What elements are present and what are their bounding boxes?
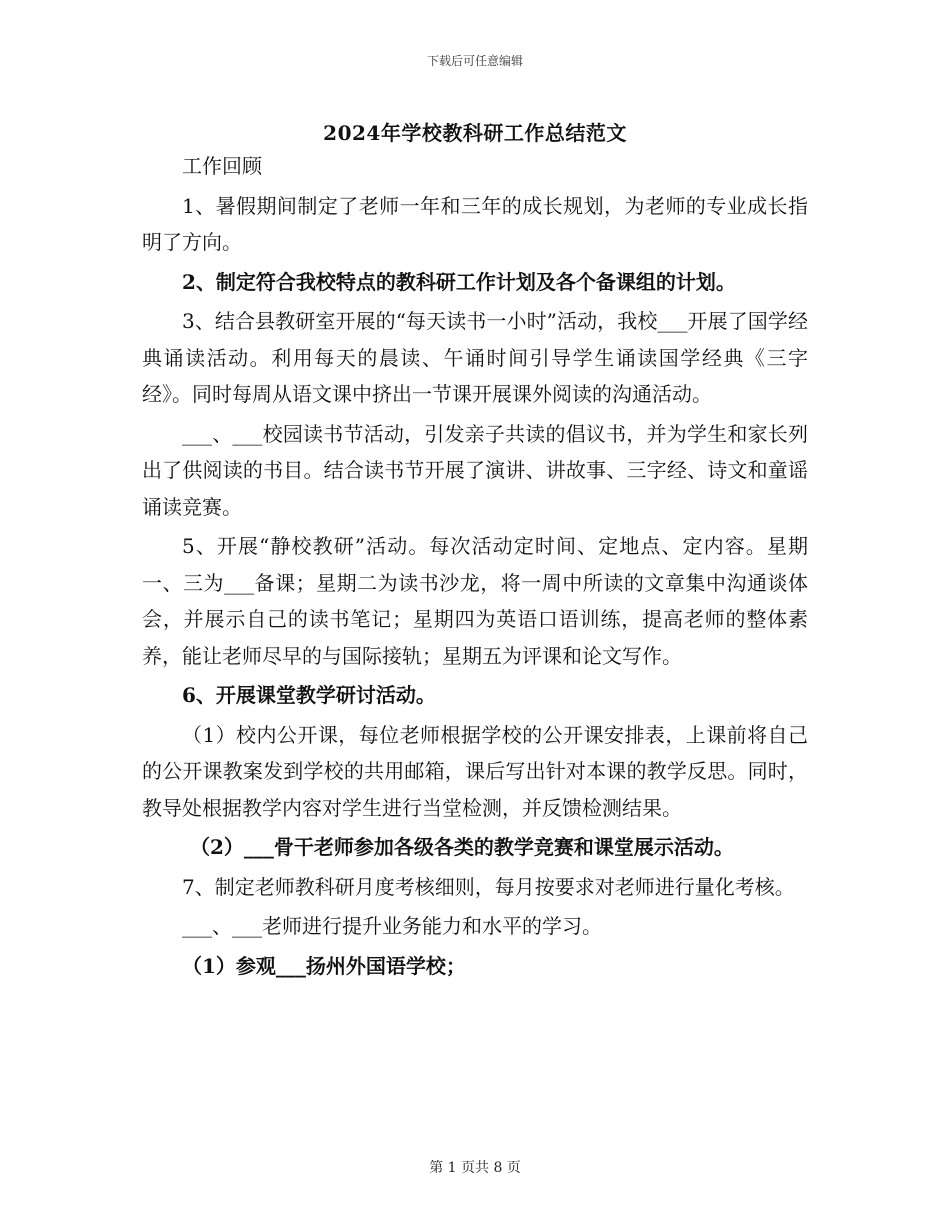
- paragraph-item-6: 6、开展课堂教学研讨活动。: [182, 683, 436, 707]
- page-header: 下载后可任意编辑: [426, 54, 523, 68]
- paragraph-section-heading: 工作回顾: [182, 154, 262, 178]
- paragraph-item-6-1: （1）校内公开课，每位老师根据学校的公开课安排表，上课前将自己的公开课教案发到学校的共用邮箱，课后写出针对本课的教学反思。同时，教导处根据教学内容对学生进行当堂检测，并反馈检测结果。: [142, 722, 808, 820]
- paragraph-item-3: 3、结合县教研室开展的“每天读书一小时”活动，我校___开展了国学经典诵读活动。利用每天的晨读、午诵时间引导学生诵读国学经典《三字经》。同时每周从语文课中挤出一节课开展课外阅读的沟通活动。: [142, 309, 808, 406]
- paragraph-item-4: ___、___校园读书节活动，引发亲子共读的倡议书，并为学生和家长列出了供阅读的书目。结合读书节开展了演讲、讲故事、三字经、诗文和童谣诵读竞赛。: [142, 421, 808, 519]
- paragraph-item-2: 2、制定符合我校特点的教科研工作计划及各个备课组的计划。: [182, 269, 736, 294]
- paragraph-item-7: 7、制定老师教科研月度考核细则，每月按要求对老师进行量化考核。: [182, 874, 795, 899]
- paragraph-item-8: ___、___老师进行提升业务能力和水平的学习。: [182, 914, 602, 938]
- paragraph-item-5: 5、开展“静校教研”活动。每次活动定时间、定地点、定内容。星期一、三为___备课；星期二为读书沙龙，将一周中所读的文章集中沟通谈体会，并展示自己的读书笔记；星期四为英语口语训练，提高老师的整体素养，能让老师尽早的与国际接轨；星期五为评课和论文写作。: [142, 534, 808, 668]
- document-title: 2024年学校教科研工作总结范文: [323, 121, 627, 145]
- paragraph-item-6-2: （2）___骨干老师参加各级各类的教学竞赛和课堂展示活动。: [190, 835, 734, 859]
- paragraph-item-1: 1、暑假期间制定了老师一年和三年的成长规划，为老师的专业成长指明了方向。: [142, 193, 808, 254]
- page-footer: 第 1 页共 8 页: [429, 1160, 521, 1176]
- paragraph-item-8-1: （1）参观___扬州外国语学校；: [182, 953, 466, 978]
- document-body: [142, 148, 808, 987]
